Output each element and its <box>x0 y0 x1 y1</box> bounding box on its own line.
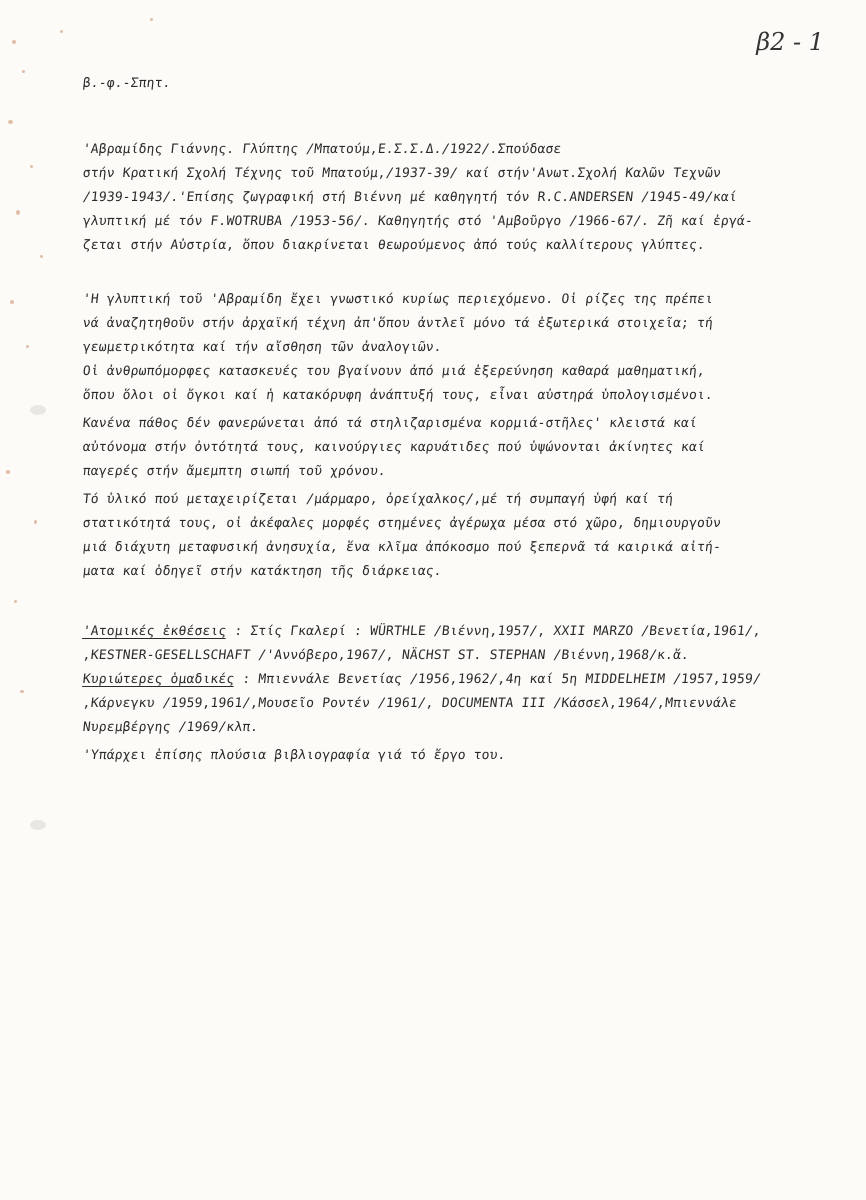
corner-page-note: β2 - 1 <box>756 28 824 56</box>
paragraph-3-line-3: παγερές στήν ἄμεμπτη σιωπή τοῦ χρόνου. <box>82 464 387 479</box>
paragraph-1-line-2: νά ἀναζητηθοῦν στήν ἀρχαϊκή τέχνη ἀπ'ὅπου ἀντλεῖ μόνο τά ἐξωτερικά στοιχεῖα; τή <box>82 316 714 331</box>
bio-line-1: 'Αβραμίδης Γιάννης. Γλύπτης /Μπατούμ,Ε.Σ.Σ.Δ./1922/.Σπούδασε <box>82 142 563 157</box>
paragraph-2-line-2: ὅπου ὅλοι οἱ ὄγκοι καί ἡ κατακόρυφη ἀνάπτυξή τους, εἶναι αὐστηρά ὑπολογισμένοι. <box>82 388 714 403</box>
paragraph-3-line-1: Κανένα πάθος δέν φανερώνεται ἀπό τά στηλιζαρισμένα κορμιά-στῆλες' κλειστά καί <box>82 416 698 431</box>
solo-exhibitions-label: 'Ατομικές ἐκθέσεις <box>82 624 228 639</box>
bio-line-5: ζεται στήν Αὐστρία, ὅπου διακρίνεται θεωρούμενος ἀπό τούς καλλίτερους γλύπτες. <box>82 238 706 253</box>
solo-exhibitions-text: : Στίς Γκαλερί : WÜRTHLE /Βιέννη,1957/, XXII MARZO /Βενετία,1961/, <box>225 624 762 639</box>
paragraph-1-line-3: γεωμετρικότητα καί τήν αἴσθηση τῶν ἀναλογιῶν. <box>82 340 443 355</box>
group-exhibitions-text: : Μπιεννάλε Βενετίας /1956,1962/,4η καί 5η MIDDELHEIM /1957,1959/ <box>233 672 762 687</box>
bibliography-note: 'Υπάρχει ἐπίσης πλούσια βιβλιογραφία γιά τό ἔργο του. <box>82 748 507 763</box>
group-exhibitions-line-2: ,Κάρνεγκυ /1959,1961/,Μουσεῖο Ροντέν /1961/, DOCUMENTA III /Κάσσελ,1964/,Μπιεννάλε <box>82 696 738 711</box>
group-exhibitions-line-1 <box>81 668 824 692</box>
paragraph-3-line-2: αὐτόνομα στήν ὀντότητά τους, καινούργιες καρυάτιδες πού ὑψώνονται ἀκίνητες καί <box>82 440 706 455</box>
paragraph-4-line-1: Τό ὑλικό πού μεταχειρίζεται /μάρμαρο, ὀρείχαλκος/,μέ τή συμπαγή ὑφή καί τή <box>82 492 674 507</box>
header-code: β.-φ.-Σπητ. <box>82 76 172 91</box>
group-exhibitions-line-3: Νυρεμβέργης /1969/κλπ. <box>82 720 260 735</box>
solo-exhibitions-line-2: ,KESTNER-GESELLSCHAFT /'Αννόβερο,1967/, NÄCHST ST. STEPHAN /Βιέννη,1968/κ.ἄ. <box>82 648 690 663</box>
bio-line-2: στήν Κρατική Σχολή Τέχνης τοῦ Μπατούμ,/1937-39/ καί στήν'Ανωτ.Σχολή Καλῶν Τεχνῶν <box>82 166 722 181</box>
bio-line-4: γλυπτική μέ τόν F.WOTRUBA /1953-56/. Καθηγητής στό 'Αμβοῦργο /1966-67/. Ζῆ καί ἐργά- <box>82 214 754 229</box>
paragraph-1-line-1: 'Η γλυπτική τοῦ 'Αβραμίδη ἔχει γνωστικό κυρίως περιεχόμενο. Οἱ ρίζες της πρέπει <box>82 292 714 307</box>
paragraph-4-line-3: μιά διάχυτη μεταφυσική ἀνησυχία, ἕνα κλῖμα ἀπόκοσμο πού ξεπερνᾶ τά καιρικά αἰτή- <box>82 540 722 555</box>
paragraph-4-line-2: στατικότητά τους, οἱ ἀκέφαλες μορφές στημένες ἀγέρωχα μέσα στό χῶρο, δημιουργοῦν <box>82 516 722 531</box>
solo-exhibitions-line-1 <box>81 620 824 644</box>
paragraph-2-line-1: Οἱ ἀνθρωπόμορφες κατασκευές του βγαίνουν ἀπό μιά ἐξερεύνηση καθαρά μαθηματική, <box>82 364 706 379</box>
group-exhibitions-label: Κυριώτερες ὁμαδικές <box>82 672 236 687</box>
bio-line-3: /1939-1943/.'Επίσης ζωγραφική στή Βιέννη μέ καθηγητή τόν R.C.ANDERSEN /1945-49/καί <box>82 190 738 205</box>
paragraph-4-line-4: ματα καί ὁδηγεῖ στήν κατάκτηση τῆς διάρκειας. <box>82 564 443 579</box>
